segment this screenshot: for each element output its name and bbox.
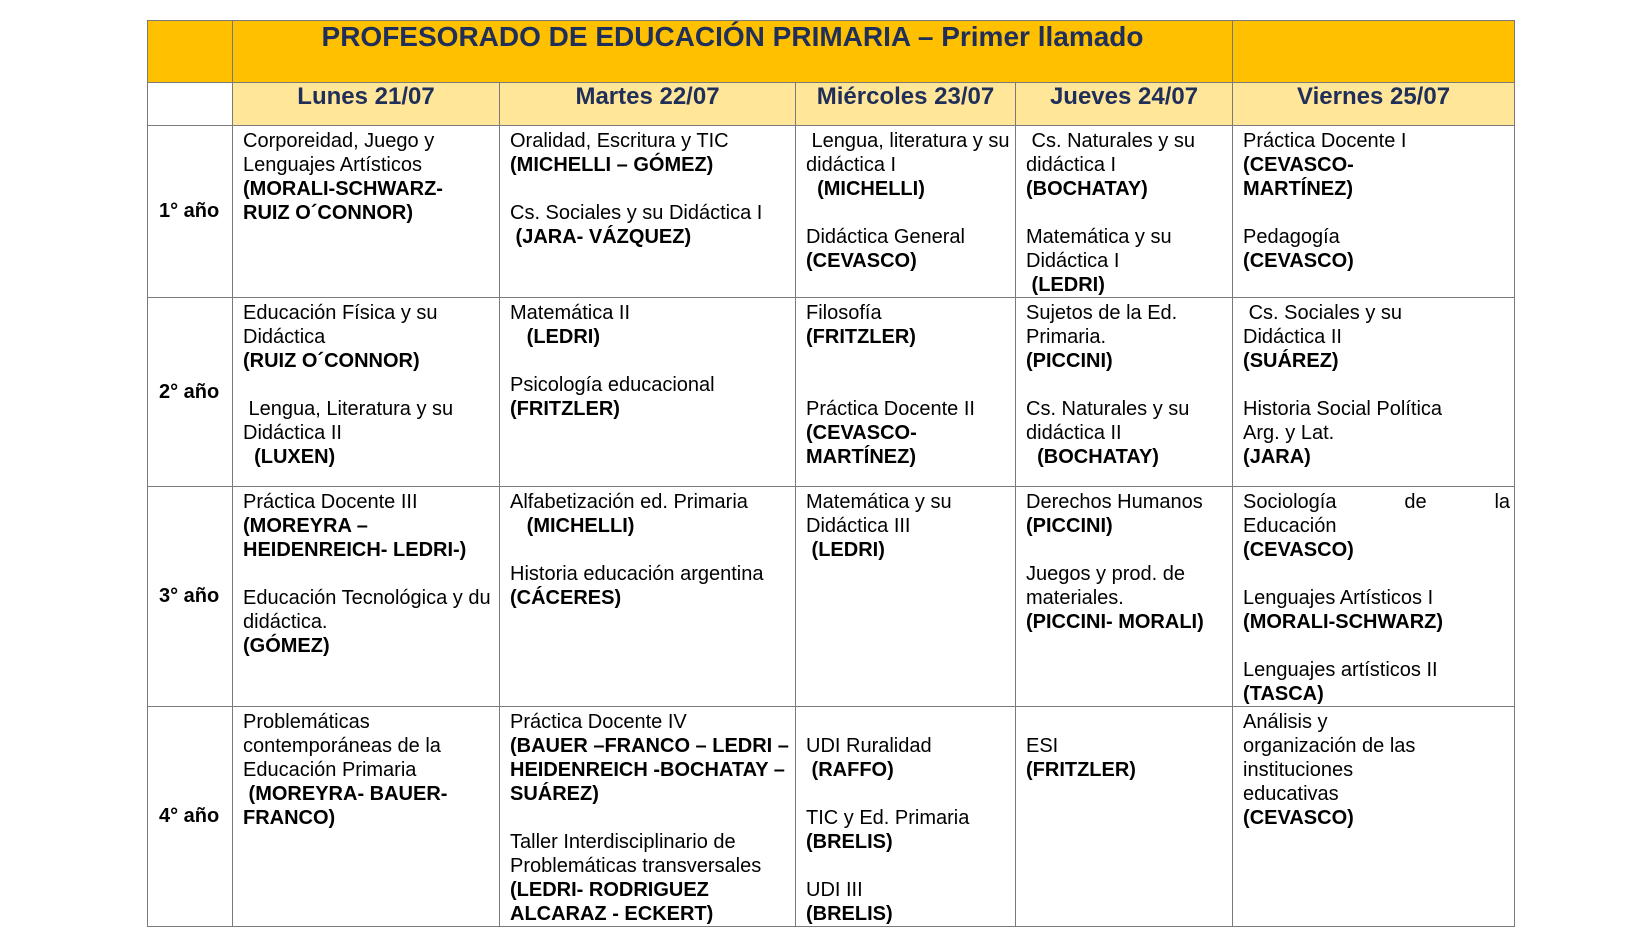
course-subject-line: Didáctica II [243, 422, 342, 444]
course-professors-line: HEIDENREICH -BOCHATAY – [510, 759, 785, 781]
course-entry [510, 830, 791, 926]
course-entry [510, 129, 791, 177]
course-professors-line: (CEVASCO) [1243, 250, 1354, 272]
course-subject-line: Problemáticas transversales [510, 855, 762, 877]
course-professors-line: MARTÍNEZ) [806, 446, 916, 468]
course-subject-line: UDI Ruralidad [806, 735, 932, 757]
schedule-cell [1233, 298, 1515, 487]
day-header-monday: Lunes 21/07 [233, 83, 500, 126]
year-label: 4° año [148, 707, 233, 927]
schedule-row [148, 298, 1515, 487]
schedule-cell [233, 707, 500, 927]
course-entry [806, 129, 1011, 201]
course-subject-line: Educación Física y su [243, 302, 438, 324]
course-entry [1243, 397, 1510, 469]
course-professors-line: (MICHELLI) [806, 178, 925, 200]
course-professors-line: (LEDRI) [1026, 274, 1105, 296]
course-subject-line: TIC y Ed. Primaria [806, 807, 970, 829]
course-professors-line: (MORALI-SCHWARZ- [243, 178, 443, 200]
schedule-cell [796, 126, 1016, 298]
course-subject-line: Lenguajes Artísticos [243, 154, 422, 176]
course-professors-line: (RAFFO) [806, 759, 894, 781]
title-right-cell [1233, 21, 1515, 83]
course-entry [1243, 490, 1510, 562]
course-professors-line: (MICHELLI – GÓMEZ) [510, 154, 714, 176]
course-professors-line: (JARA) [1243, 446, 1311, 468]
course-entry [806, 806, 1011, 854]
course-subject-line: Educación [1243, 515, 1337, 537]
schedule-cell [500, 707, 796, 927]
course-entry [1243, 586, 1510, 634]
course-professors-line: (FRITZLER) [806, 326, 916, 348]
course-subject-line: Práctica Docente I [1243, 130, 1407, 152]
course-professors-line: (MORALI-SCHWARZ) [1243, 611, 1444, 633]
course-professors-line: (LEDRI) [510, 326, 600, 348]
course-entry [510, 490, 791, 538]
course-subject-line: Pedagogía [1243, 226, 1340, 248]
course-subject-line: ESI [1026, 735, 1059, 757]
schedule-cell [1016, 298, 1233, 487]
course-professors-line: (MOREYRA – [243, 515, 368, 537]
course-professors-line: (CEVASCO) [806, 250, 917, 272]
course-subject-line: Didáctica III [806, 515, 911, 537]
day-header-row [148, 83, 1515, 126]
course-entry [1243, 129, 1510, 201]
course-subject-line [806, 710, 1011, 734]
schedule-cell [1233, 487, 1515, 707]
course-subject-line: Cs. Sociales y su Didáctica I [510, 202, 763, 224]
course-entry [243, 586, 495, 658]
course-subject-line: Arg. y Lat. [1243, 422, 1335, 444]
course-entry [1243, 301, 1510, 373]
course-subject-line: didáctica I [806, 154, 897, 176]
course-subject-line: Didáctica II [1243, 326, 1342, 348]
day-header-wednesday: Miércoles 23/07 [796, 83, 1016, 126]
schedule-cell [1016, 126, 1233, 298]
schedule-cell [500, 298, 796, 487]
course-professors-line: (BRELIS) [806, 831, 893, 853]
course-subject-line: Didáctica I [1026, 250, 1120, 272]
schedule-cell [233, 126, 500, 298]
schedule-row [148, 126, 1515, 298]
course-professors-line: (PICCINI) [1026, 515, 1113, 537]
day-header-thursday: Jueves 24/07 [1016, 83, 1233, 126]
course-professors-line: (PICCINI) [1026, 350, 1113, 372]
course-professors-line: (GÓMEZ) [243, 635, 330, 657]
course-subject-line: didáctica II [1026, 422, 1122, 444]
course-subject-line: Problemáticas [243, 711, 370, 733]
course-professors-line: (BOCHATAY) [1026, 446, 1159, 468]
course-professors-line: (TASCA) [1243, 683, 1324, 705]
course-entry [1026, 490, 1228, 538]
course-subject-line: Lengua, literatura y su [806, 130, 1010, 152]
course-entry [1243, 225, 1510, 273]
course-subject-line [1026, 710, 1228, 734]
course-subject-line: didáctica. [243, 611, 328, 633]
header-corner-cell [148, 83, 233, 126]
course-professors-line: (CEVASCO- [806, 422, 917, 444]
course-entry [1243, 658, 1510, 706]
course-entry [1026, 562, 1228, 634]
course-subject-line: Cs. Naturales y su [1026, 398, 1190, 420]
course-entry [510, 562, 791, 610]
page-title: PROFESORADO DE EDUCACIÓN PRIMARIA – Primer llamado [321, 21, 1144, 52]
course-subject-line: Primaria. [1026, 326, 1107, 348]
course-professors-line: (MOREYRA- BAUER- [243, 783, 448, 805]
course-subject-line: Taller Interdisciplinario de [510, 831, 736, 853]
course-professors-line: ALCARAZ - ECKERT) [510, 903, 714, 925]
schedule-row [148, 707, 1515, 927]
schedule-cell [1233, 126, 1515, 298]
course-entry [806, 373, 1011, 469]
course-entry [243, 710, 495, 830]
course-subject-line: materiales. [1026, 587, 1124, 609]
course-entry [510, 710, 791, 806]
course-entry [243, 301, 495, 373]
course-entry [1026, 710, 1228, 782]
schedule-cell [500, 126, 796, 298]
schedule-cell [796, 707, 1016, 927]
course-entry [806, 225, 1011, 273]
schedule-cell [500, 487, 796, 707]
course-entry [806, 301, 1011, 349]
course-entry [806, 490, 1011, 562]
course-subject-line: Práctica Docente II [806, 398, 975, 420]
course-professors-line: FRANCO) [243, 807, 336, 829]
schedule-cell [796, 487, 1016, 707]
course-subject-line: Cs. Sociales y su [1243, 302, 1402, 324]
course-entry [1243, 710, 1510, 830]
course-professors-line: (BRELIS) [806, 903, 893, 925]
course-professors-line: (BAUER –FRANCO – LEDRI – [510, 735, 789, 757]
course-professors-line: (SUÁREZ) [1243, 350, 1339, 372]
course-professors-line: (CEVASCO) [1243, 807, 1354, 829]
course-professors-line: (RUIZ O´CONNOR) [243, 350, 420, 372]
course-entry [1026, 397, 1228, 469]
course-subject-line: educativas [1243, 783, 1339, 805]
course-professors-line: (PICCINI- MORALI) [1026, 611, 1204, 633]
course-entry [1026, 225, 1228, 297]
year-label: 2° año [148, 298, 233, 487]
schedule-cell [233, 487, 500, 707]
course-subject-line: UDI III [806, 879, 863, 901]
course-subject-line: Lenguajes Artísticos I [1243, 587, 1434, 609]
course-entry [510, 201, 791, 249]
course-subject-line: contemporáneas de la [243, 735, 441, 757]
course-subject-line: Lengua, Literatura y su [243, 398, 454, 420]
course-subject-line: Sociología de la [1243, 491, 1511, 513]
course-subject-line: Práctica Docente IV [510, 711, 687, 733]
course-subject-line: Educación Primaria [243, 759, 417, 781]
schedule-cell [1233, 707, 1515, 927]
course-professors-line: MARTÍNEZ) [1243, 178, 1354, 200]
schedule-table [147, 20, 1515, 927]
course-subject-line: Matemática y su [806, 491, 952, 513]
course-subject-line: didáctica I [1026, 154, 1117, 176]
course-subject-line: instituciones [1243, 759, 1354, 781]
course-professors-line: (LEDRI) [806, 539, 885, 561]
day-header-friday: Viernes 25/07 [1233, 83, 1515, 126]
course-professors-line: SUÁREZ) [510, 783, 599, 805]
course-professors-line: (LUXEN) [243, 446, 336, 468]
course-subject-line: Lenguajes artísticos II [1243, 659, 1438, 681]
schedule-cell [233, 298, 500, 487]
course-subject-line: Didáctica General [806, 226, 965, 248]
course-professors-line: (MICHELLI) [510, 515, 635, 537]
course-professors-line: (LEDRI- RODRIGUEZ [510, 879, 709, 901]
schedule-row [148, 487, 1515, 707]
year-label: 3° año [148, 487, 233, 707]
course-entry [243, 397, 495, 469]
course-entry [806, 710, 1011, 782]
day-header-tuesday: Martes 22/07 [500, 83, 796, 126]
course-subject-line: Juegos y prod. de [1026, 563, 1185, 585]
course-subject-line: Alfabetización ed. Primaria [510, 491, 748, 513]
schedule-body [148, 126, 1515, 927]
course-entry [510, 373, 791, 421]
course-entry [243, 490, 495, 562]
course-entry [1026, 301, 1228, 373]
course-professors-line: (CEVASCO) [1243, 539, 1354, 561]
course-professors-line: (CÁCERES) [510, 587, 622, 609]
course-subject-line: organización de las [1243, 735, 1416, 757]
course-professors-line: (CEVASCO- [1243, 154, 1354, 176]
course-professors-line: RUIZ O´CONNOR) [243, 202, 413, 224]
course-subject-line: Didáctica [243, 326, 326, 348]
course-entry [243, 129, 495, 225]
year-label: 1° año [148, 126, 233, 298]
course-subject-line: Análisis y [1243, 711, 1328, 733]
schedule-cell [796, 298, 1016, 487]
course-subject-line: Práctica Docente III [243, 491, 418, 513]
course-subject-line: Cs. Naturales y su [1026, 130, 1195, 152]
course-subject-line: Historia Social Política [1243, 398, 1443, 420]
course-subject-line: Psicología educacional [510, 374, 715, 396]
course-subject-line: Sujetos de la Ed. [1026, 302, 1178, 324]
title-cell [233, 21, 1233, 83]
course-professors-line: (FRITZLER) [510, 398, 620, 420]
course-entry [510, 301, 791, 349]
course-subject-line: Matemática II [510, 302, 631, 324]
title-row [148, 21, 1515, 83]
schedule-cell [1016, 707, 1233, 927]
course-professors-line: (FRITZLER) [1026, 759, 1136, 781]
course-subject-line: Filosofía [806, 302, 882, 324]
course-subject-line: Corporeidad, Juego y [243, 130, 435, 152]
title-corner-cell [148, 21, 233, 83]
course-professors-line: HEIDENREICH- LEDRI-) [243, 539, 467, 561]
course-subject-line: Derechos Humanos [1026, 491, 1203, 513]
course-subject-line: Historia educación argentina [510, 563, 764, 585]
course-subject-line: Oralidad, Escritura y TIC [510, 130, 729, 152]
schedule-cell [1016, 487, 1233, 707]
course-professors-line: (JARA- VÁZQUEZ) [510, 226, 692, 248]
course-subject-line [806, 373, 1011, 397]
course-subject-line: Educación Tecnológica y du [243, 587, 491, 609]
course-entry [1026, 129, 1228, 201]
course-professors-line: (BOCHATAY) [1026, 178, 1148, 200]
course-subject-line: Matemática y su [1026, 226, 1172, 248]
course-entry [806, 878, 1011, 926]
